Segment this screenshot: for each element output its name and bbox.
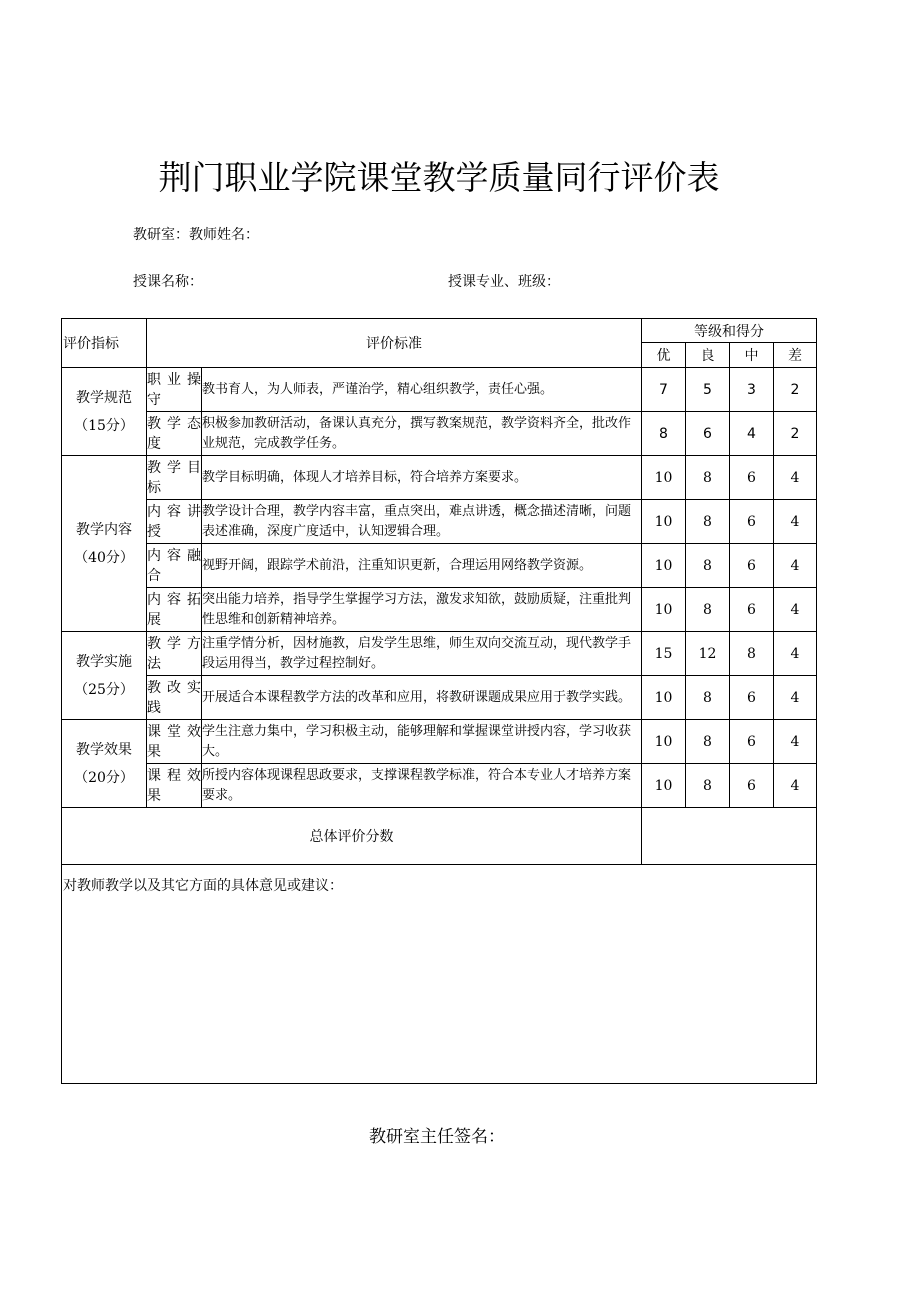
score-medium: 8 [730, 632, 774, 676]
opinion-row [62, 865, 817, 1084]
table-row [62, 368, 817, 412]
score-medium: 6 [730, 500, 774, 544]
score-good: 8 [686, 676, 730, 720]
sub-indicator: 内容融合 [147, 544, 202, 588]
table-row [62, 720, 817, 764]
header-indicator: 评价指标 [62, 319, 147, 368]
score-good: 8 [686, 720, 730, 764]
score-excellent: 10 [642, 544, 686, 588]
sub-indicator: 课程效果 [147, 764, 202, 808]
criterion: 学生注意力集中，学习积极主动，能够理解和掌握课堂讲授内容，学习收获大。 [202, 720, 642, 764]
course-name-label: 授课名称： [133, 274, 203, 290]
score-excellent: 10 [642, 720, 686, 764]
total-score-label: 总体评价分数 [62, 808, 642, 865]
total-row [62, 808, 817, 865]
criterion: 视野开阔，跟踪学术前沿，注重知识更新，合理运用网络教学资源。 [202, 544, 642, 588]
category-cell: 教学内容（40分） [62, 456, 147, 632]
score-good: 8 [686, 500, 730, 544]
score-medium: 6 [730, 456, 774, 500]
score-poor: 2 [774, 368, 817, 412]
category-cell: 教学实施（25分） [62, 632, 147, 720]
score-good: 8 [686, 764, 730, 808]
director-signature-label: 教研室主任签名： [369, 1127, 505, 1147]
header-grade: 等级和得分 [642, 319, 817, 343]
criterion: 所授内容体现课程思政要求，支撑课程教学标准，符合本专业人才培养方案要求。 [202, 764, 642, 808]
table-row [62, 456, 817, 500]
table-row [62, 500, 817, 544]
score-medium: 6 [730, 720, 774, 764]
score-poor: 2 [774, 412, 817, 456]
criterion: 教学设计合理，教学内容丰富，重点突出，难点讲透，概念描述清晰，问题表述准确，深度广度适中，认知逻辑合理。 [202, 500, 642, 544]
score-medium: 6 [730, 544, 774, 588]
table-row [62, 412, 817, 456]
sub-indicator: 教学目标 [147, 456, 202, 500]
score-good: 8 [686, 588, 730, 632]
criterion: 教书育人，为人师表，严谨治学，精心组织教学，责任心强。 [202, 368, 642, 412]
score-excellent: 15 [642, 632, 686, 676]
department-teacher-label: 教研室：教师姓名： [133, 227, 259, 243]
opinion-label: 对教师教学以及其它方面的具体意见或建议： [63, 878, 343, 894]
score-poor: 4 [774, 676, 817, 720]
score-poor: 4 [774, 588, 817, 632]
score-poor: 4 [774, 456, 817, 500]
criterion: 突出能力培养，指导学生掌握学习方法，激发求知欲，鼓励质疑，注重批判性思维和创新精神培养。 [202, 588, 642, 632]
score-medium: 6 [730, 764, 774, 808]
table-row [62, 764, 817, 808]
score-excellent: 10 [642, 456, 686, 500]
table-row [62, 632, 817, 676]
score-excellent: 7 [642, 368, 686, 412]
sub-indicator: 教学态度 [147, 412, 202, 456]
major-class-label: 授课专业、班级： [448, 274, 560, 290]
score-good: 12 [686, 632, 730, 676]
sub-indicator: 教学方法 [147, 632, 202, 676]
grade-excellent: 优 [642, 343, 686, 368]
score-excellent: 8 [642, 412, 686, 456]
opinion-field[interactable] [62, 865, 817, 1084]
grade-good: 良 [686, 343, 730, 368]
header-standard: 评价标准 [147, 319, 642, 368]
table-row [62, 544, 817, 588]
score-excellent: 10 [642, 764, 686, 808]
score-good: 8 [686, 544, 730, 588]
grade-medium: 中 [730, 343, 774, 368]
sub-indicator: 课堂效果 [147, 720, 202, 764]
score-poor: 4 [774, 500, 817, 544]
score-medium: 3 [730, 368, 774, 412]
sub-indicator: 教改实践 [147, 676, 202, 720]
sub-indicator: 内容讲授 [147, 500, 202, 544]
total-score-field[interactable] [642, 808, 817, 865]
table-row [62, 588, 817, 632]
score-good: 5 [686, 368, 730, 412]
score-excellent: 10 [642, 588, 686, 632]
score-poor: 4 [774, 764, 817, 808]
table-row [62, 676, 817, 720]
criterion: 教学目标明确，体现人才培养目标，符合培养方案要求。 [202, 456, 642, 500]
sub-indicator: 内容拓展 [147, 588, 202, 632]
category-cell: 教学效果（20分） [62, 720, 147, 808]
score-medium: 6 [730, 676, 774, 720]
criterion: 开展适合本课程教学方法的改革和应用，将教研课题成果应用于教学实践。 [202, 676, 642, 720]
score-excellent: 10 [642, 676, 686, 720]
evaluation-table [61, 318, 817, 1084]
page-title: 荆门职业学院课堂教学质量同行评价表 [158, 158, 720, 197]
category-cell: 教学规范（15分） [62, 368, 147, 456]
score-good: 8 [686, 456, 730, 500]
score-medium: 6 [730, 588, 774, 632]
criterion: 积极参加教研活动，备课认真充分，撰写教案规范，教学资料齐全，批改作业规范，完成教学任务。 [202, 412, 642, 456]
sub-indicator: 职业操守 [147, 368, 202, 412]
score-poor: 4 [774, 632, 817, 676]
score-good: 6 [686, 412, 730, 456]
score-excellent: 10 [642, 500, 686, 544]
grade-poor: 差 [774, 343, 817, 368]
score-medium: 4 [730, 412, 774, 456]
score-poor: 4 [774, 720, 817, 764]
score-poor: 4 [774, 544, 817, 588]
criterion: 注重学情分析，因材施教，启发学生思维，师生双向交流互动，现代教学手段运用得当，教学过程控制好。 [202, 632, 642, 676]
